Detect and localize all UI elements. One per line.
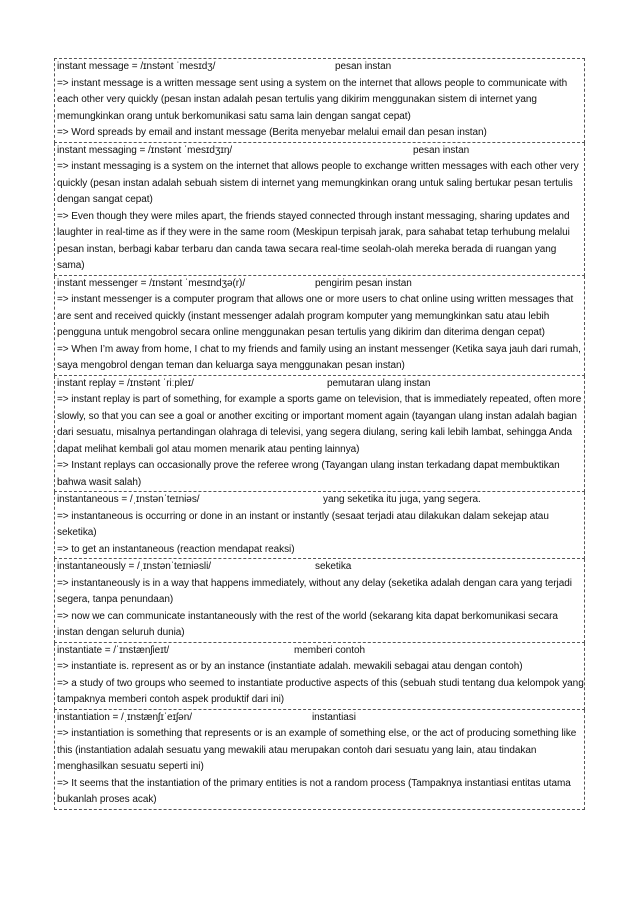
term-pronunciation: instant messenger = /ɪnstənt ˈmesɪndʒə(r)/ [57, 277, 246, 289]
vocab-entry [54, 58, 585, 143]
example-text: => When I’m away from home, I chat to my friends and family using an instant messenger (Ketika saya jauh dari rumah, saya mengobrol dengan teman dan keluarga saya menggunakan pesan instan) [57, 343, 581, 371]
vocab-entry [54, 376, 585, 493]
vocab-entry [54, 559, 585, 643]
example-text: => a study of two groups who seemed to instantiate productive aspects of this (sebuah studi tentang dua kelompok yang tampaknya memberi contoh aspek produktif dari ini) [57, 677, 584, 705]
example-text: => now we can communicate instantaneously with the rest of the world (sekarang kita dapat berkomunikasi secara instan dengan seluruh dunia) [57, 610, 558, 638]
vocab-entry [54, 276, 585, 376]
example-text: => to get an instantaneous (reaction mendapat reaksi) [57, 543, 295, 555]
example-text: => Word spreads by email and instant message (Berita menyebar melalui email dan pesan instan) [57, 127, 487, 138]
term-translation: pesan instan [335, 61, 392, 72]
term-pronunciation: instant messaging = /ɪnstənt ˈmesɪdʒɪŋ/ [57, 144, 233, 156]
definition-text: => instant replay is part of something, for example a sports game on television, that is immediately repeated, often more slowly, so that you can see a goal or another exciting or important moment again (tayangan ulang instan adalah bagian dari sesuatu, misalnya pertandingan olahraga di televisi, yang segera diulang, sering kali lebih lambat, sehingga Anda dapat melihat kembali gol atau momen menarik atau penting lainnya) [57, 394, 582, 455]
term-pronunciation: instantaneous = /ˌɪnstənˈteɪniəs/ [57, 494, 200, 505]
definition-text: => instant message is a written message sent using a system on the internet that allows people to communicate with each other very quickly (pesan instan adalah pesan tertulis yang dikirim menggunakan sistem di internet yang memungkinkan orang untuk berkomunikasi satu sama lain dengan sangat cepat) [57, 77, 568, 122]
entry-heading [57, 492, 584, 509]
term-pronunciation: instantiate = /ˈɪnstænʃieɪt/ [57, 644, 170, 656]
term-translation: seketika [315, 561, 352, 572]
entry-heading [57, 59, 584, 76]
term-pronunciation: instant message = /ɪnstənt ˈmesɪdʒ/ [57, 61, 216, 72]
example-text: => Instant replays can occasionally prove the referee wrong (Tayangan ulang instan terkadang dapat membuktikan bahwa wasit salah) [57, 460, 560, 488]
definition-text: => instantiation is something that represents or is an example of something else, or the act of producing something like this (instantiation adalah sesuatu yang mewakili atau merupakan contoh dari sesuatu yang lain, atau tindakan menghasilkan sesuatu seperti ini) [57, 728, 577, 772]
term-translation: pemutaran ulang instan [327, 377, 431, 389]
term-pronunciation: instantaneously = /ˌɪnstənˈteɪniəsli/ [57, 561, 211, 572]
entry-heading [57, 559, 584, 576]
term-translation: pesan instan [413, 144, 470, 156]
definition-text: => instantaneously is in a way that happens immediately, without any delay (seketika adalah dengan cara yang terjadi segera, tanpa penundaan) [57, 577, 572, 605]
term-pronunciation: instant replay = /ɪnstənt ˈriːpleɪ/ [57, 377, 194, 389]
vocab-entry [54, 643, 585, 710]
term-translation: yang seketika itu juga, yang segera. [323, 494, 481, 505]
entry-heading [57, 376, 584, 393]
vocab-entry [54, 143, 585, 276]
definition-text: => instantiate is. represent as or by an instance (instantiate adalah. mewakili sebagai atau dengan contoh) [57, 661, 523, 672]
definition-text: => instantaneous is occurring or done in an instant or instantly (sesaat terjadi atau dilakukan dalam sekejap atau seketika) [57, 510, 549, 538]
definition-text: => instant messaging is a system on the internet that allows people to exchange written messages with each other very quickly (pesan instan adalah sebuah sistem di internet yang memungkinkan orang untuk saling bertukar pesan tertulis dengan sangat cepat) [57, 161, 579, 205]
term-translation: pengirim pesan instan [315, 277, 412, 289]
vocabulary-table [54, 58, 585, 810]
definition-text: => instant messenger is a computer program that allows one or more users to chat online using written messages that are sent and received quickly (instant messenger adalah program komputer yang memungkinkan satu atau lebih pengguna untuk mengobrol secara online menggunakan pesan tertulis yang dikirim dan diterima dengan cepat) [57, 294, 574, 338]
entry-heading [57, 276, 584, 293]
entry-heading [57, 710, 584, 727]
vocab-entry [54, 710, 585, 810]
vocab-entry [54, 492, 585, 559]
example-text: => It seems that the instantiation of the primary entities is not a random process (Tampaknya instantiasi entitas utama bukanlah proses acak) [57, 777, 571, 805]
term-pronunciation: instantiation = /ˌɪnstænʃɪˈeɪʃən/ [57, 711, 192, 723]
entry-heading [57, 643, 584, 660]
entry-heading [57, 143, 584, 160]
term-translation: memberi contoh [294, 644, 365, 656]
term-translation: instantiasi [312, 711, 356, 723]
example-text: => Even though they were miles apart, the friends stayed connected through instant messaging, sharing updates and laughter in real-time as if they were in the same room (Meskipun terpisah jarak, para sahabat tetap terhubung melalui pesan instan, berbagi kabar terbaru dan canda tawa secara real-time seolah-olah mereka berada di ruangan yang sama) [57, 210, 570, 271]
